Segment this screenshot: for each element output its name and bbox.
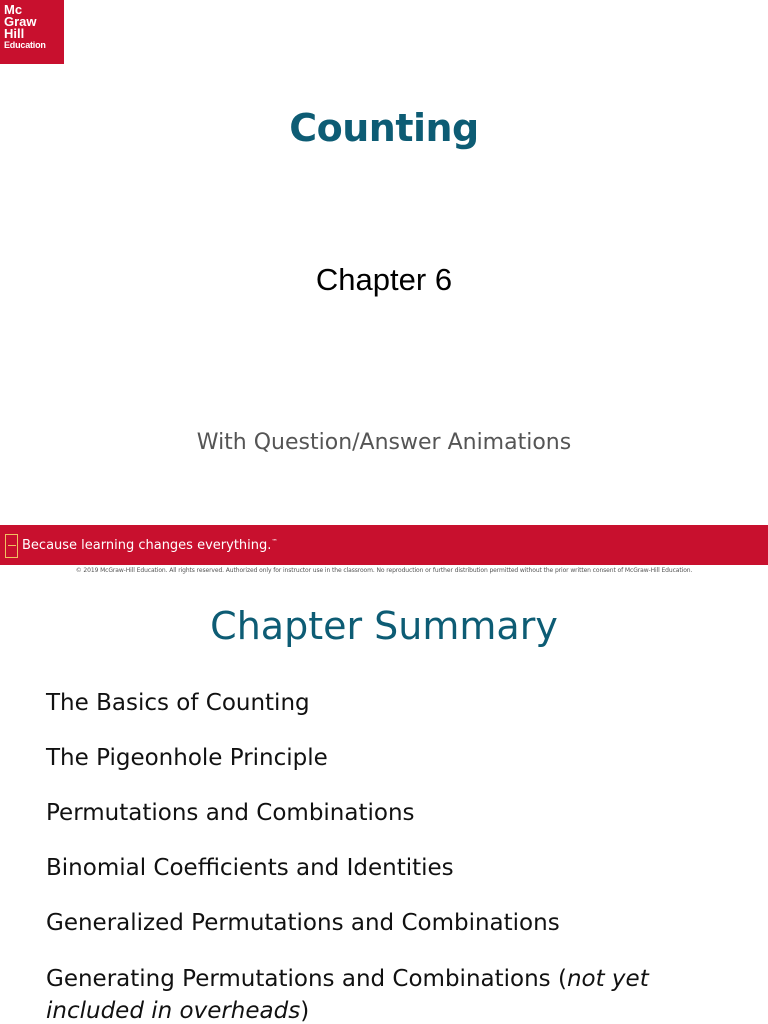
list-item: The Pigeonhole Principle bbox=[46, 745, 328, 771]
tagline-label: Because learning changes everything. bbox=[22, 538, 272, 553]
tagline-text bbox=[22, 538, 277, 553]
topic-suffix: ) bbox=[300, 998, 310, 1024]
list-item: Binomial Coefficients and Identities bbox=[46, 855, 454, 881]
list-item: Permutations and Combinations bbox=[46, 800, 415, 826]
mcgraw-hill-logo bbox=[0, 0, 64, 64]
tagline-banner bbox=[0, 525, 768, 565]
door-icon bbox=[5, 534, 18, 558]
trademark-mark: ™ bbox=[271, 538, 278, 546]
logo-line-3: Hill bbox=[4, 26, 25, 41]
list-item bbox=[46, 963, 706, 1024]
topic-italic-note: not yet included in overheads bbox=[46, 966, 649, 1024]
summary-slide bbox=[0, 580, 768, 1024]
list-item: Generalized Permutations and Combinations bbox=[46, 910, 560, 936]
slide-title: Counting bbox=[289, 106, 479, 150]
list-item: The Basics of Counting bbox=[46, 690, 310, 716]
logo-line-2: Graw bbox=[4, 14, 37, 29]
slide-subtitle: With Question/Answer Animations bbox=[196, 430, 572, 455]
topic-list bbox=[46, 688, 746, 1024]
summary-title: Chapter Summary bbox=[210, 604, 558, 648]
logo-line-4: Education bbox=[4, 40, 46, 50]
topic-prefix: Generating Permutations and Combinations ( bbox=[46, 966, 567, 992]
logo-line-1: Mc bbox=[4, 2, 23, 17]
chapter-label: Chapter 6 bbox=[315, 262, 453, 297]
copyright-notice: © 2019 McGraw-Hill Education. All rights reserved. Authorized only for instructor use in the classroom. No reproduction or further distribution permitted without the prior written consent of McGraw-Hill Education. bbox=[75, 567, 693, 574]
